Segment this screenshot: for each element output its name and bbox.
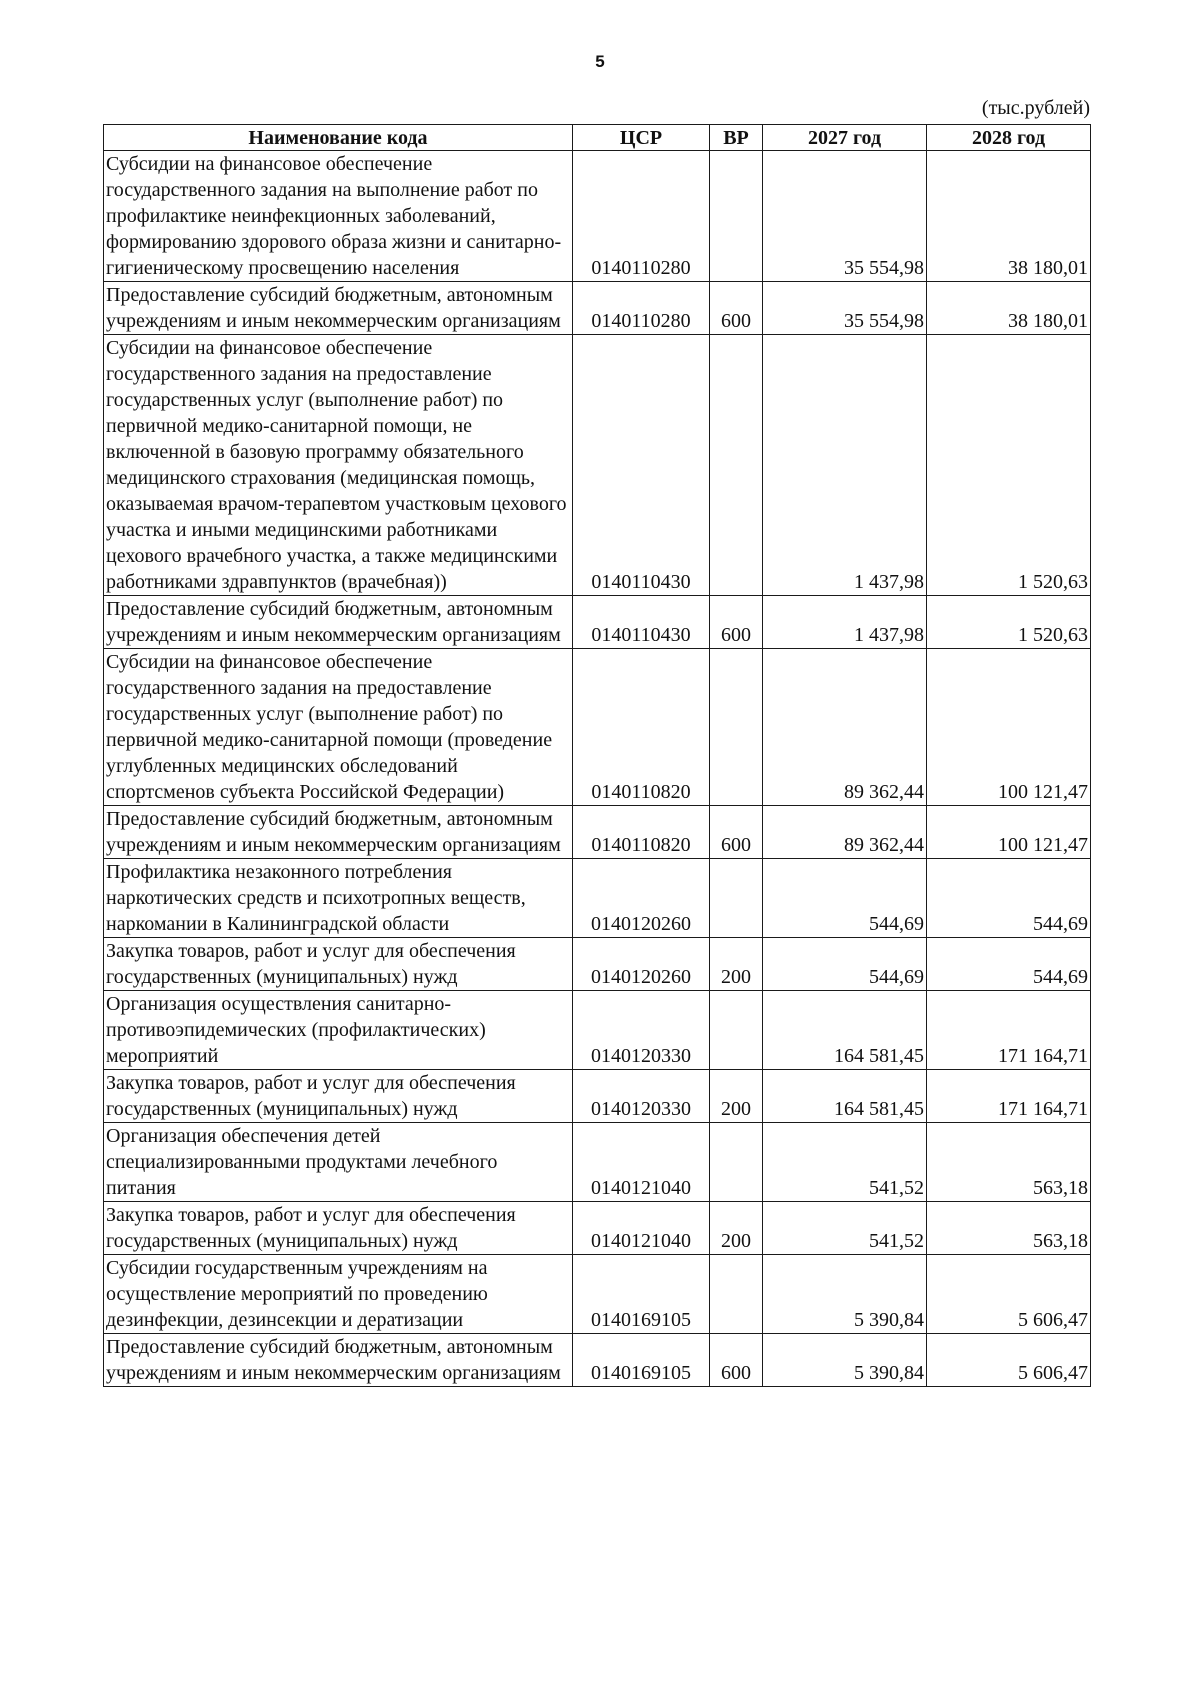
table-row bbox=[104, 1070, 1091, 1123]
cell-csr: 0140120330 bbox=[573, 991, 710, 1070]
table-row bbox=[104, 1202, 1091, 1255]
header-row bbox=[104, 125, 1091, 151]
table-row bbox=[104, 938, 1091, 991]
cell-2028: 171 164,71 bbox=[927, 1070, 1091, 1123]
cell-name: Профилактика незаконного потребления наркотических средств и психотропных веществ, наркомании в Калининградской области bbox=[104, 859, 573, 938]
budget-table bbox=[103, 124, 1091, 1387]
cell-csr: 0140110430 bbox=[573, 335, 710, 596]
cell-2028: 544,69 bbox=[927, 859, 1091, 938]
table-row bbox=[104, 1334, 1091, 1387]
cell-vr bbox=[710, 1255, 763, 1334]
cell-name: Закупка товаров, работ и услуг для обеспечения государственных (муниципальных) нужд bbox=[104, 1070, 573, 1123]
cell-name: Организация обеспечения детей специализированными продуктами лечебного питания bbox=[104, 1123, 573, 1202]
header-csr: ЦСР bbox=[573, 125, 710, 151]
cell-2028: 38 180,01 bbox=[927, 282, 1091, 335]
cell-2027: 541,52 bbox=[763, 1202, 927, 1255]
cell-csr: 0140110280 bbox=[573, 151, 710, 282]
cell-2027: 544,69 bbox=[763, 859, 927, 938]
cell-2027: 35 554,98 bbox=[763, 151, 927, 282]
cell-csr: 0140120260 bbox=[573, 938, 710, 991]
cell-name: Субсидии на финансовое обеспечение государственного задания на выполнение работ по профилактике неинфекционных заболеваний, формированию здорового образа жизни и санитарно-гигиеническому просвещению населения bbox=[104, 151, 573, 282]
cell-name: Организация осуществления санитарно-противоэпидемических (профилактических) мероприятий bbox=[104, 991, 573, 1070]
table-row bbox=[104, 151, 1091, 282]
cell-2028: 1 520,63 bbox=[927, 335, 1091, 596]
cell-name: Закупка товаров, работ и услуг для обеспечения государственных (муниципальных) нужд bbox=[104, 938, 573, 991]
cell-vr bbox=[710, 859, 763, 938]
header-2028: 2028 год bbox=[927, 125, 1091, 151]
cell-2028: 171 164,71 bbox=[927, 991, 1091, 1070]
cell-2028: 563,18 bbox=[927, 1202, 1091, 1255]
cell-2028: 1 520,63 bbox=[927, 596, 1091, 649]
cell-2027: 544,69 bbox=[763, 938, 927, 991]
cell-vr: 200 bbox=[710, 1070, 763, 1123]
cell-csr: 0140120330 bbox=[573, 1070, 710, 1123]
table-row bbox=[104, 1123, 1091, 1202]
cell-2027: 5 390,84 bbox=[763, 1334, 927, 1387]
cell-vr: 200 bbox=[710, 1202, 763, 1255]
page-number: 5 bbox=[595, 52, 605, 71]
cell-vr bbox=[710, 151, 763, 282]
cell-csr: 0140110820 bbox=[573, 806, 710, 859]
table-row bbox=[104, 859, 1091, 938]
cell-2027: 1 437,98 bbox=[763, 596, 927, 649]
cell-csr: 0140120260 bbox=[573, 859, 710, 938]
cell-2027: 35 554,98 bbox=[763, 282, 927, 335]
cell-2027: 89 362,44 bbox=[763, 806, 927, 859]
cell-vr: 600 bbox=[710, 596, 763, 649]
cell-2027: 541,52 bbox=[763, 1123, 927, 1202]
cell-2027: 1 437,98 bbox=[763, 335, 927, 596]
cell-vr: 600 bbox=[710, 1334, 763, 1387]
cell-name: Субсидии государственным учреждениям на осуществление мероприятий по проведению дезинфекции, дезинсекции и дератизации bbox=[104, 1255, 573, 1334]
cell-2028: 563,18 bbox=[927, 1123, 1091, 1202]
units-note: (тыс.рублей) bbox=[981, 97, 1090, 119]
cell-2028: 100 121,47 bbox=[927, 806, 1091, 859]
cell-csr: 0140169105 bbox=[573, 1334, 710, 1387]
table-row bbox=[104, 282, 1091, 335]
cell-2027: 164 581,45 bbox=[763, 1070, 927, 1123]
cell-vr bbox=[710, 335, 763, 596]
cell-2027: 164 581,45 bbox=[763, 991, 927, 1070]
table-row bbox=[104, 596, 1091, 649]
cell-vr bbox=[710, 649, 763, 806]
table-header bbox=[104, 125, 1091, 151]
cell-vr bbox=[710, 991, 763, 1070]
cell-name: Предоставление субсидий бюджетным, автономным учреждениям и иным некоммерческим организациям bbox=[104, 1334, 573, 1387]
cell-name: Субсидии на финансовое обеспечение государственного задания на предоставление государственных услуг (выполнение работ) по первичной медико-санитарной помощи, не включенной в базовую программу обязательного медицинского страхования (медицинская помощь, оказываемая врачом-терапевтом участковым цехового участка и иными медицинскими работниками цехового врачебного участка, а также медицинскими работниками здравпунктов (врачебная)) bbox=[104, 335, 573, 596]
cell-csr: 0140110820 bbox=[573, 649, 710, 806]
cell-name: Предоставление субсидий бюджетным, автономным учреждениям и иным некоммерческим организациям bbox=[104, 282, 573, 335]
cell-2027: 89 362,44 bbox=[763, 649, 927, 806]
header-name: Наименование кода bbox=[104, 125, 573, 151]
cell-csr: 0140110280 bbox=[573, 282, 710, 335]
cell-csr: 0140110430 bbox=[573, 596, 710, 649]
table-row bbox=[104, 335, 1091, 596]
cell-2027: 5 390,84 bbox=[763, 1255, 927, 1334]
cell-vr: 200 bbox=[710, 938, 763, 991]
cell-vr bbox=[710, 1123, 763, 1202]
cell-csr: 0140169105 bbox=[573, 1255, 710, 1334]
cell-2028: 544,69 bbox=[927, 938, 1091, 991]
cell-csr: 0140121040 bbox=[573, 1123, 710, 1202]
cell-2028: 5 606,47 bbox=[927, 1255, 1091, 1334]
table-row bbox=[104, 649, 1091, 806]
cell-vr: 600 bbox=[710, 282, 763, 335]
header-2027: 2027 год bbox=[763, 125, 927, 151]
cell-name: Закупка товаров, работ и услуг для обеспечения государственных (муниципальных) нужд bbox=[104, 1202, 573, 1255]
header-vr: ВР bbox=[710, 125, 763, 151]
table-row bbox=[104, 991, 1091, 1070]
cell-2028: 100 121,47 bbox=[927, 649, 1091, 806]
cell-name: Предоставление субсидий бюджетным, автономным учреждениям и иным некоммерческим организациям bbox=[104, 806, 573, 859]
cell-csr: 0140121040 bbox=[573, 1202, 710, 1255]
cell-name: Субсидии на финансовое обеспечение государственного задания на предоставление государственных услуг (выполнение работ) по первичной медико-санитарной помощи (проведение углубленных медицинских обследований спортсменов субъекта Российской Федерации) bbox=[104, 649, 573, 806]
cell-2028: 5 606,47 bbox=[927, 1334, 1091, 1387]
table-body bbox=[104, 151, 1091, 1387]
table-row bbox=[104, 806, 1091, 859]
cell-name: Предоставление субсидий бюджетным, автономным учреждениям и иным некоммерческим организациям bbox=[104, 596, 573, 649]
cell-vr: 600 bbox=[710, 806, 763, 859]
table-row bbox=[104, 1255, 1091, 1334]
cell-2028: 38 180,01 bbox=[927, 151, 1091, 282]
